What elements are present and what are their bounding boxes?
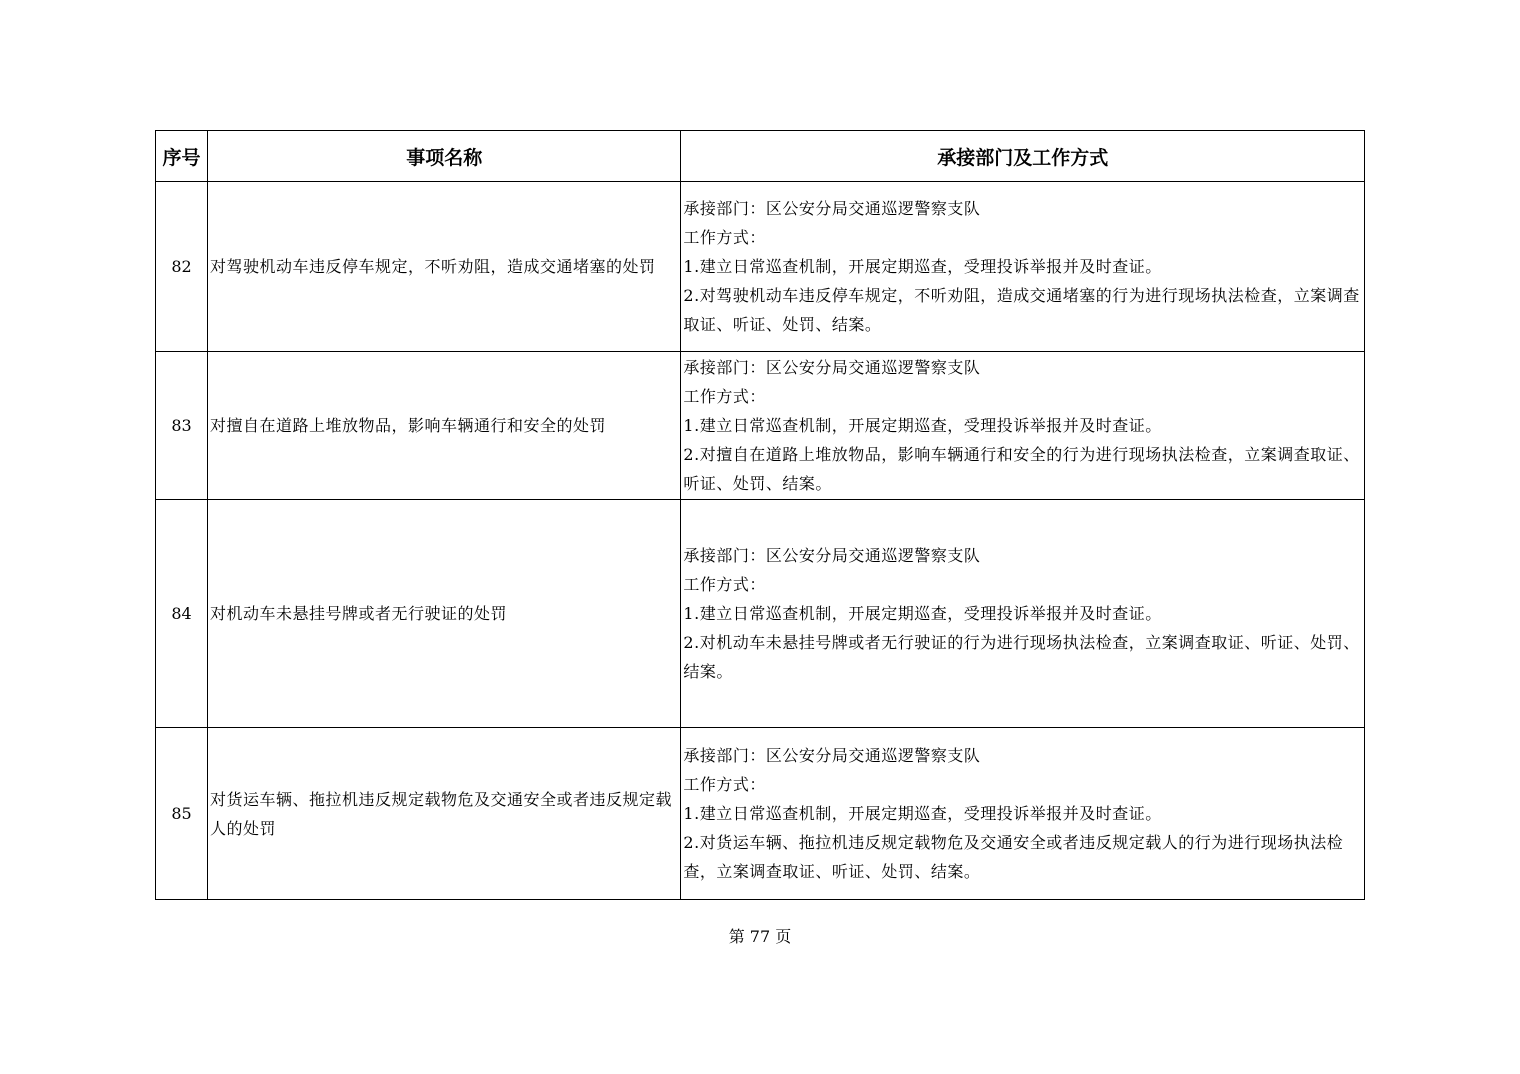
row-seq: 82 — [156, 182, 208, 352]
row-name: 对擅自在道路上堆放物品，影响车辆通行和安全的处罚 — [210, 416, 607, 435]
dept-line: 1.建立日常巡查机制，开展定期巡查，受理投诉举报并及时查证。 — [683, 416, 1162, 435]
table-row — [156, 500, 1365, 728]
header-name: 事项名称 — [208, 131, 681, 182]
dept-line: 1.建立日常巡查机制，开展定期巡查，受理投诉举报并及时查证。 — [683, 604, 1162, 623]
dept-line: 承接部门：区公安分局交通巡逻警察支队 — [683, 358, 981, 377]
header-seq: 序号 — [156, 131, 208, 182]
table-row — [156, 182, 1365, 352]
row-seq: 85 — [156, 728, 208, 900]
dept-line: 承接部门：区公安分局交通巡逻警察支队 — [683, 746, 981, 765]
dept-line: 工作方式： — [683, 387, 766, 406]
header-dept: 承接部门及工作方式 — [681, 131, 1365, 182]
dept-line: 1.建立日常巡查机制，开展定期巡查，受理投诉举报并及时查证。 — [683, 257, 1162, 276]
dept-line: 2.对机动车未悬挂号牌或者无行驶证的行为进行现场执法检查，立案调查取证、听证、处罚、结案。 — [683, 633, 1360, 681]
row-name: 对货运车辆、拖拉机违反规定载物危及交通安全或者违反规定载人的处罚 — [210, 789, 673, 838]
row-dept — [681, 182, 1365, 352]
dept-line: 承接部门：区公安分局交通巡逻警察支队 — [683, 199, 981, 218]
dept-line: 2.对货运车辆、拖拉机违反规定载物危及交通安全或者违反规定载人的行为进行现场执法检查，立案调查取证、听证、处罚、结案。 — [683, 833, 1344, 881]
table-header-row — [156, 131, 1365, 182]
dept-line: 工作方式： — [683, 575, 766, 594]
row-name: 对机动车未悬挂号牌或者无行驶证的处罚 — [210, 604, 508, 623]
row-dept — [681, 728, 1365, 900]
row-dept — [681, 352, 1365, 500]
dept-line: 工作方式： — [683, 228, 766, 247]
row-seq: 83 — [156, 352, 208, 500]
page-number: 第 77 页 — [728, 927, 792, 946]
dept-line: 1.建立日常巡查机制，开展定期巡查，受理投诉举报并及时查证。 — [683, 804, 1162, 823]
dept-line: 承接部门：区公安分局交通巡逻警察支队 — [683, 546, 981, 565]
row-dept — [681, 500, 1365, 728]
dept-line: 工作方式： — [683, 775, 766, 794]
matters-table — [155, 130, 1365, 900]
row-seq: 84 — [156, 500, 208, 728]
dept-line: 2.对擅自在道路上堆放物品，影响车辆通行和安全的行为进行现场执法检查，立案调查取证、听证、处罚、结案。 — [683, 445, 1360, 493]
table-row — [156, 352, 1365, 500]
dept-line: 2.对驾驶机动车违反停车规定，不听劝阻，造成交通堵塞的行为进行现场执法检查，立案调查取证、听证、处罚、结案。 — [683, 286, 1360, 334]
table-row — [156, 728, 1365, 900]
row-name: 对驾驶机动车违反停车规定，不听劝阻，造成交通堵塞的处罚 — [210, 257, 656, 276]
